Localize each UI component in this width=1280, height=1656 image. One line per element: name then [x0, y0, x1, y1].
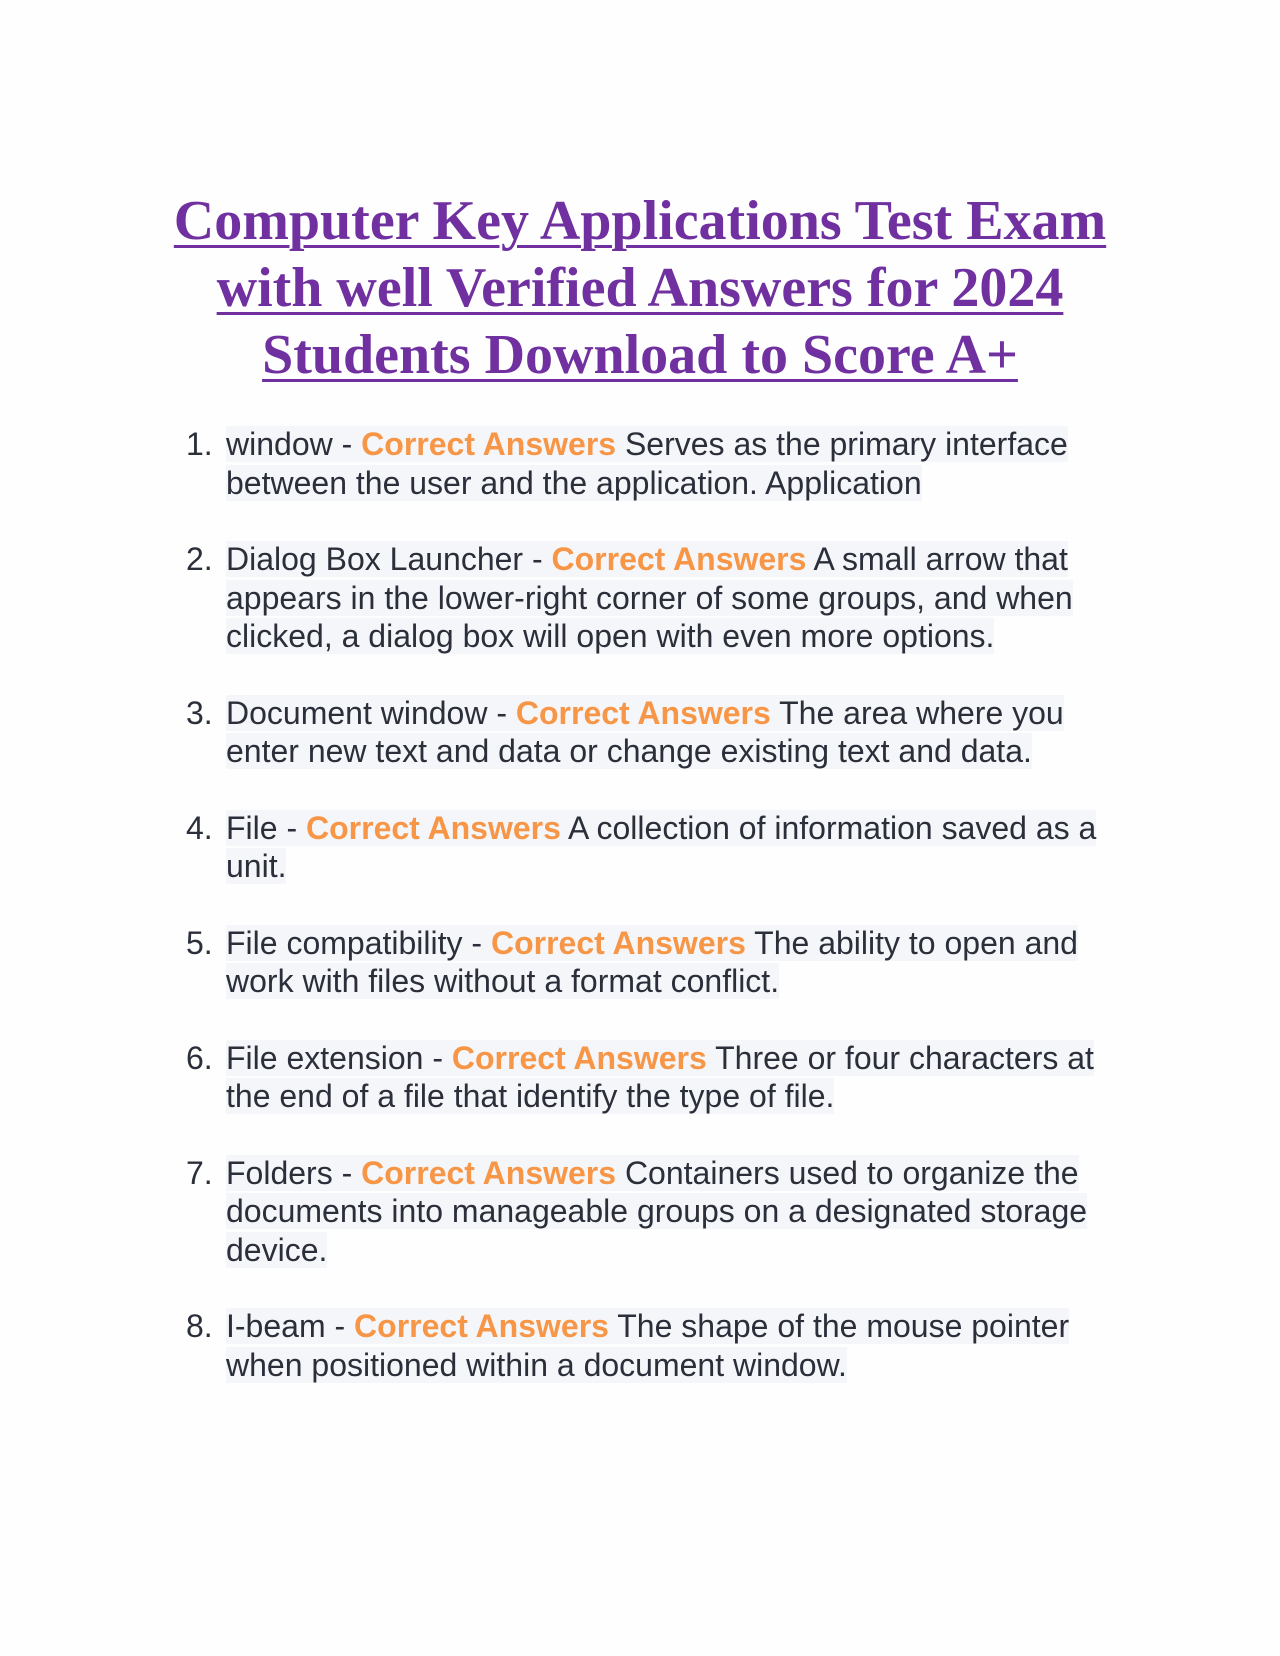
correct-answers-label: Correct Answers	[490, 924, 746, 961]
item-definition: Serves as the primary interface between the user and the application. Application	[226, 426, 1068, 501]
item-definition: The ability to open and work with files without a format conflict.	[226, 924, 1078, 999]
item-separator: -	[523, 541, 552, 577]
correct-answers-label: Correct Answers	[306, 809, 561, 846]
item-term: I-beam	[226, 1308, 326, 1344]
correct-answers-label: Correct Answers	[551, 541, 807, 577]
item-number: 5.	[186, 924, 213, 961]
item-definition: Three or four characters at the end of a file that identify the type of file.	[226, 1039, 1094, 1114]
list-item	[0, 425, 1126, 502]
item-body	[226, 1040, 1094, 1115]
item-definition: The area where you enter new text and data or change existing text and data.	[226, 694, 1064, 769]
item-number: 6.	[186, 1039, 213, 1076]
item-body	[226, 1155, 1087, 1268]
item-term: File compatibility	[226, 924, 463, 961]
item-definition: A collection of information saved as a unit.	[226, 809, 1097, 884]
correct-answers-label: Correct Answers	[361, 426, 617, 462]
item-separator: -	[487, 694, 516, 731]
list-item	[0, 1307, 1126, 1384]
list-item	[0, 1039, 1126, 1116]
document-title-text: Computer Key Applications Test Exam with well Verified Answers for 2024 Students Download to Score A+	[173, 190, 1107, 386]
item-number: 1.	[186, 426, 213, 462]
item-definition: The shape of the mouse pointer when positioned within a document window.	[226, 1308, 1070, 1383]
item-body	[226, 426, 1068, 501]
list-item	[0, 924, 1126, 1001]
item-term: Dialog Box Launcher	[226, 541, 524, 577]
item-body	[226, 810, 1096, 885]
item-body	[226, 541, 1073, 654]
item-body	[226, 1308, 1069, 1383]
item-term: Folders	[226, 1154, 333, 1191]
item-separator: -	[277, 809, 306, 846]
item-separator: -	[332, 426, 362, 462]
item-term: window	[226, 426, 333, 462]
item-number: 8.	[186, 1308, 213, 1344]
item-body	[226, 695, 1064, 770]
correct-answers-label: Correct Answers	[515, 694, 771, 731]
qa-list	[0, 425, 1280, 1422]
item-body	[226, 925, 1078, 1000]
correct-answers-label: Correct Answers	[451, 1039, 707, 1076]
item-number: 4.	[186, 809, 213, 846]
item-definition: Containers used to organize the documents into manageable groups on a designated storage device.	[226, 1154, 1088, 1268]
document-title	[120, 188, 1160, 389]
list-item	[0, 1154, 1126, 1270]
list-item	[0, 540, 1126, 656]
item-number: 3.	[186, 694, 213, 731]
correct-answers-label: Correct Answers	[354, 1308, 609, 1344]
item-definition: A small arrow that appears in the lower-right corner of some groups, and when clicked, a dialog box will open with even more options.	[226, 541, 1073, 654]
item-term: File extension	[226, 1039, 424, 1076]
item-separator: -	[332, 1154, 362, 1191]
item-number: 7.	[186, 1154, 213, 1191]
item-number: 2.	[186, 541, 213, 577]
item-separator: -	[462, 924, 491, 961]
list-item	[0, 694, 1126, 771]
item-separator: -	[423, 1039, 452, 1076]
item-separator: -	[325, 1308, 355, 1344]
list-item	[0, 809, 1126, 886]
item-term: Document window	[226, 694, 488, 731]
item-term: File	[226, 809, 278, 846]
correct-answers-label: Correct Answers	[361, 1154, 617, 1191]
